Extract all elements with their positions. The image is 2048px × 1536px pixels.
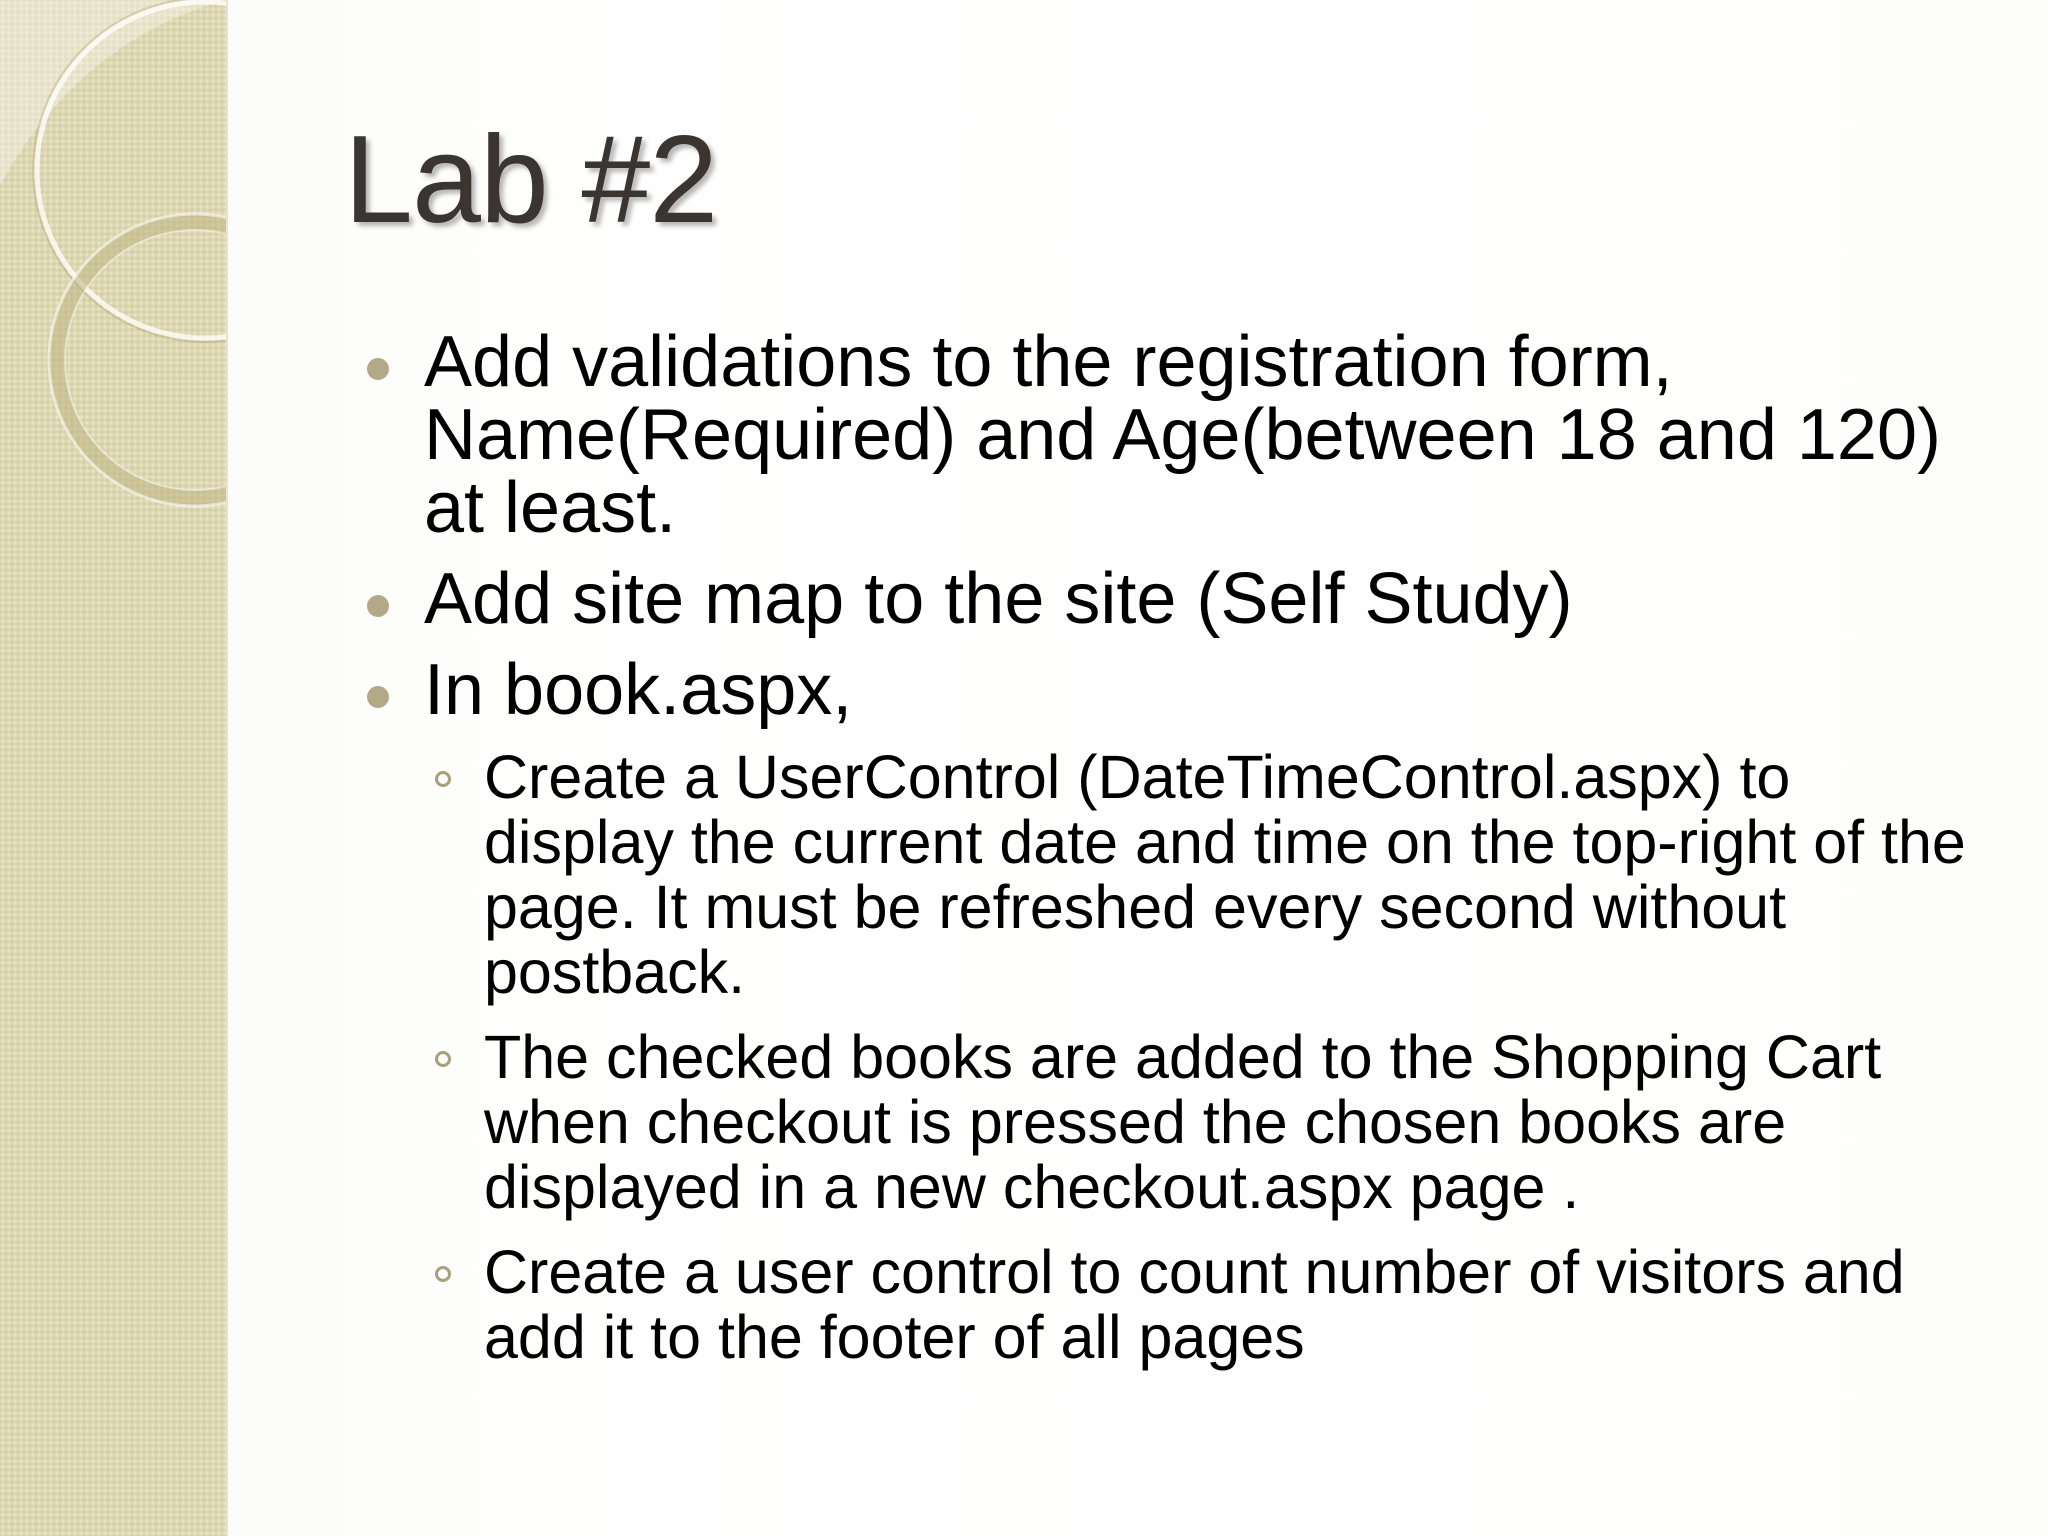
- sub-bullet-item: [424, 1025, 1992, 1220]
- sub-bullet-list: [424, 745, 1992, 1370]
- sub-bullet-text: The checked books are added to the Shopping Cart when checkout is pressed the chosen books are displayed in a new checkout.aspx page .: [484, 1023, 1882, 1221]
- bullet-item: [352, 559, 1992, 639]
- slide-title: Lab #2: [344, 111, 718, 249]
- bullet-text: In book.aspx,: [424, 650, 853, 730]
- sub-bullet-text: Create a user control to count number of visitors and add it to the footer of all pages: [484, 1238, 1905, 1371]
- bullet-text: Add site map to the site (Self Study): [424, 559, 1573, 639]
- ring-bullet-icon: [435, 1051, 451, 1067]
- bullet-dot-icon: [367, 358, 389, 380]
- bullet-dot-icon: [367, 686, 389, 708]
- sub-bullet-text: Create a UserControl (DateTimeControl.aspx) to display the current date and time on the top-right of the page. It must be refreshed every second without postback.: [484, 743, 1966, 1006]
- bullet-list: [352, 322, 1992, 1390]
- sub-bullet-item: [424, 1240, 1992, 1370]
- bullet-dot-icon: [367, 595, 389, 617]
- decorative-rings: [0, 0, 226, 520]
- bullet-text: Add validations to the registration form, Name(Required) and Age(between 18 and 120) at least.: [424, 322, 1941, 548]
- ring-bullet-icon: [435, 771, 451, 787]
- ring-bullet-icon: [435, 1266, 451, 1282]
- sub-bullet-item: [424, 745, 1992, 1005]
- bullet-item: [352, 650, 1992, 730]
- sidebar-texture: [0, 0, 228, 1536]
- bullet-item: [352, 322, 1992, 548]
